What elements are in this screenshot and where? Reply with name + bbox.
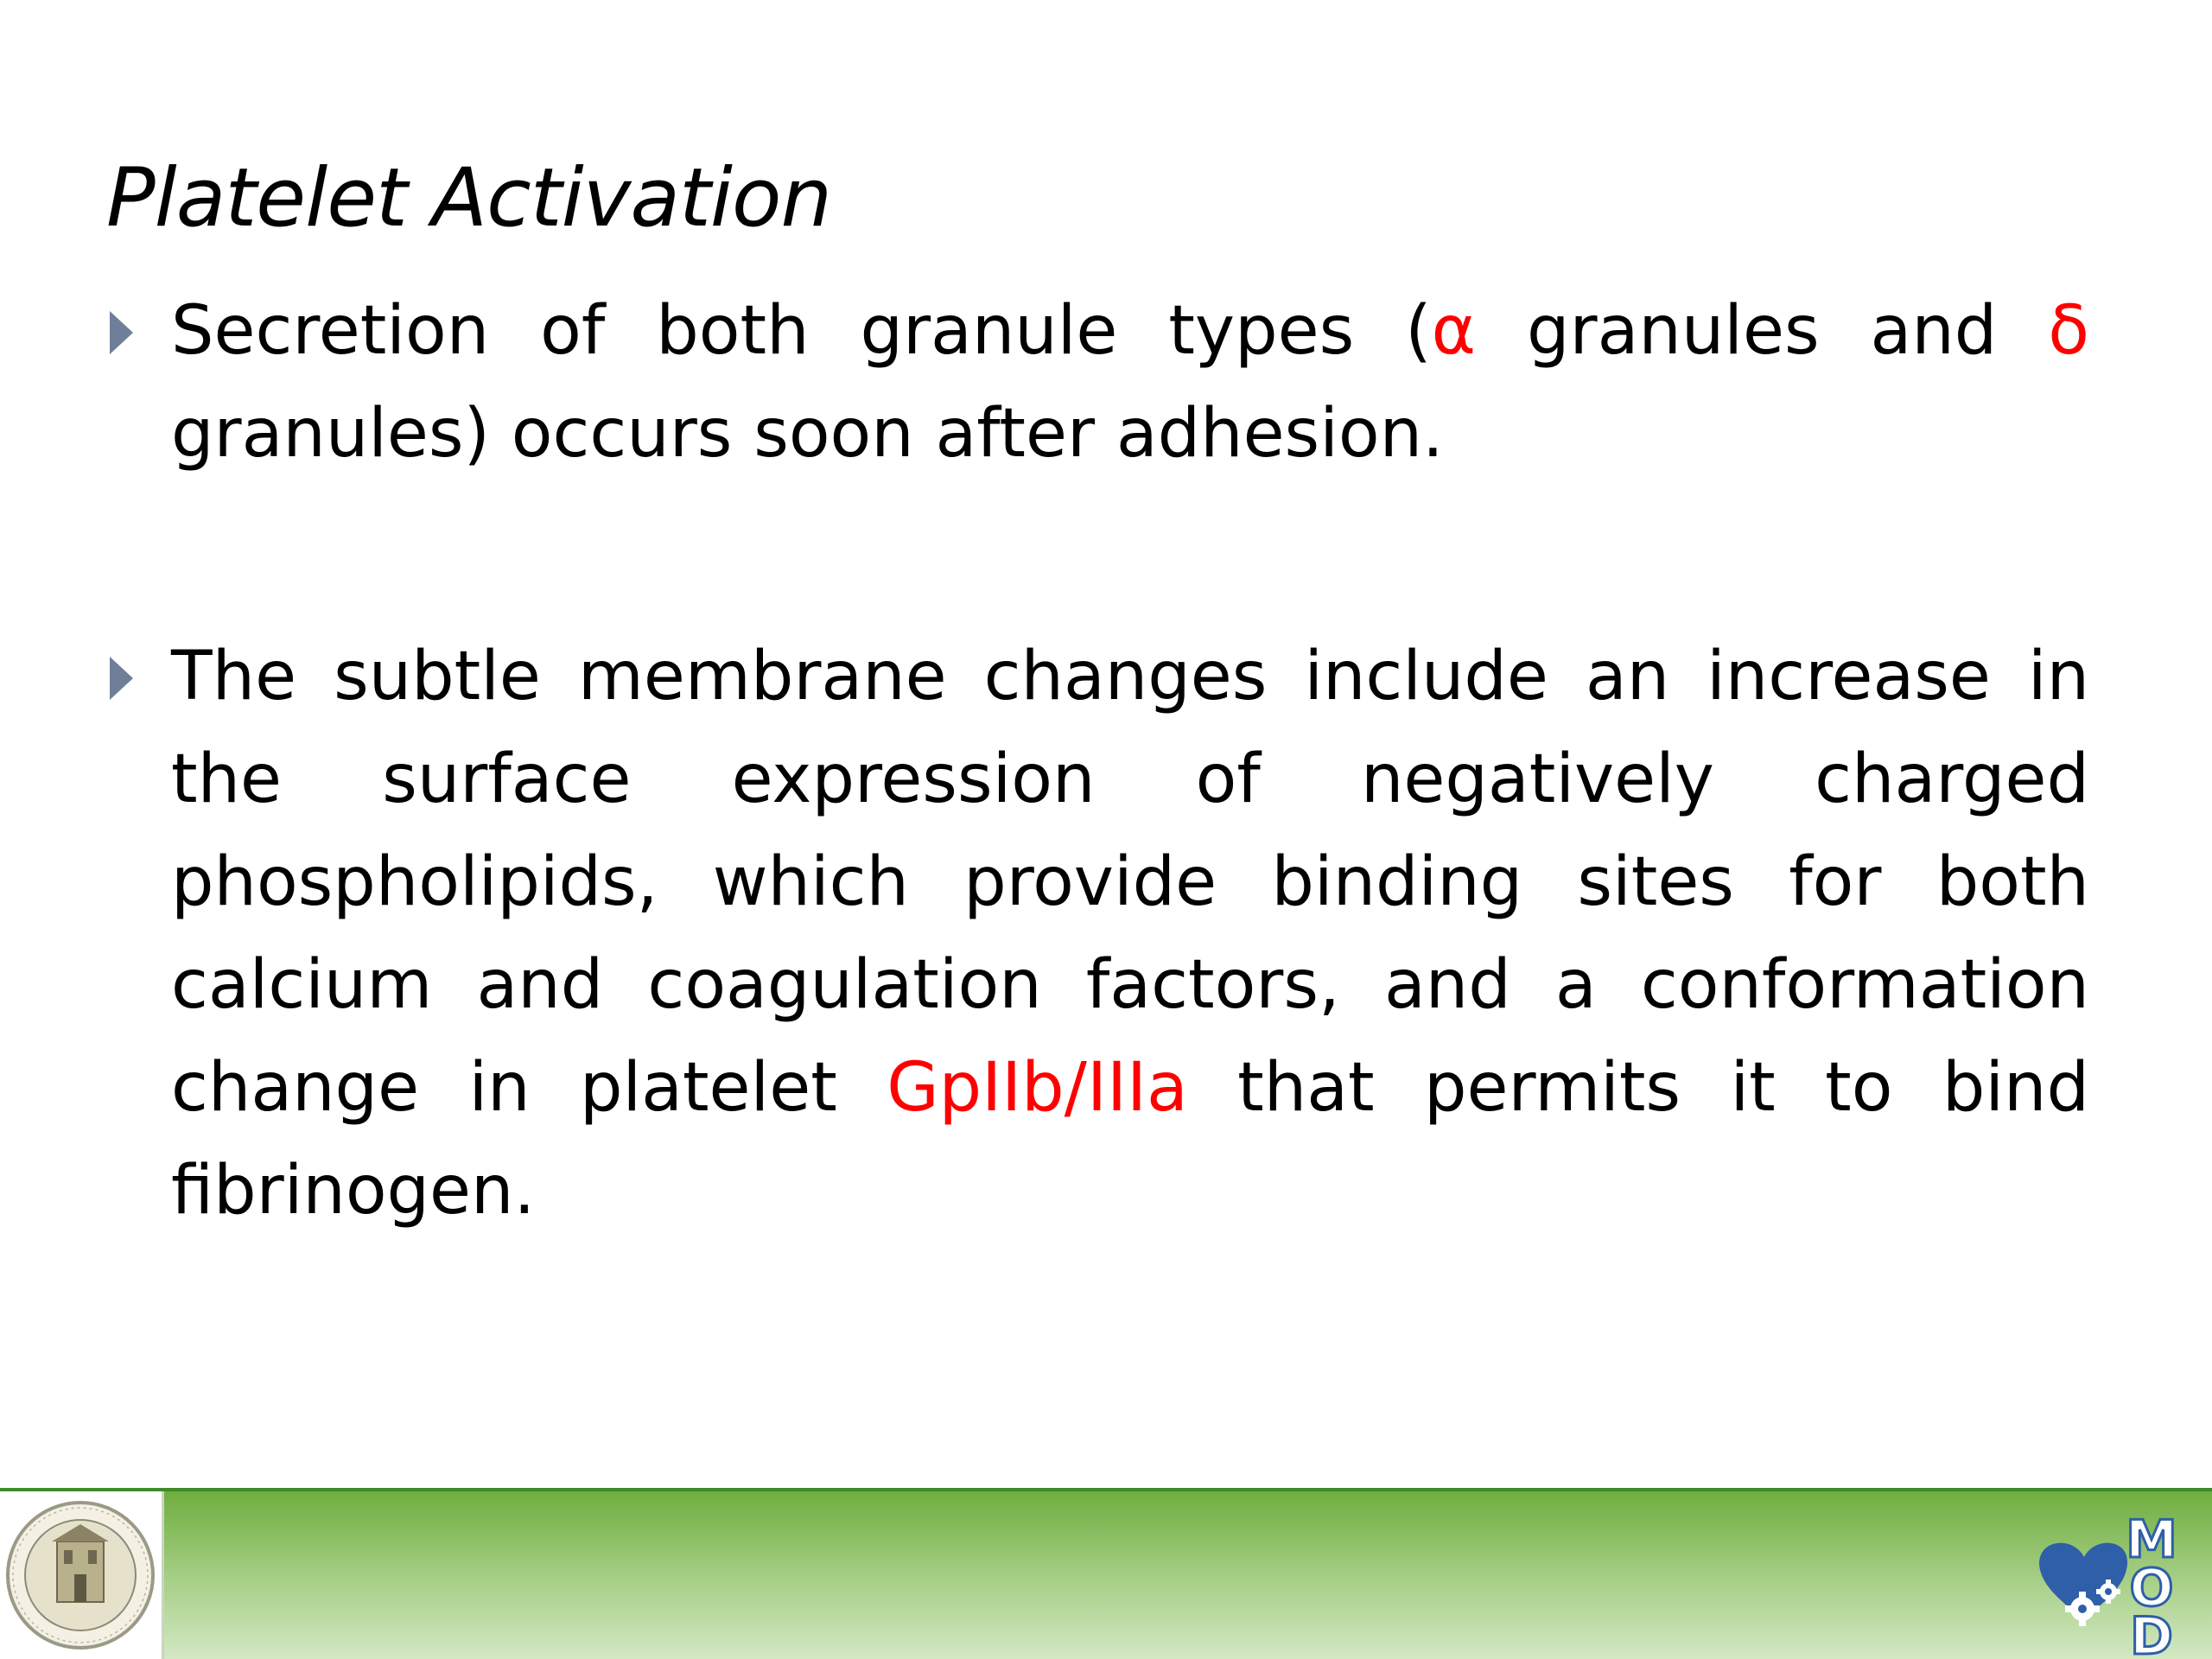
- delta-symbol: δ: [2048, 292, 2089, 370]
- bullet-text: granules and: [1476, 292, 2049, 370]
- mod-letter-d: D: [2130, 1606, 2173, 1657]
- alpha-symbol: α: [1431, 292, 1477, 370]
- seal-emblem-icon: [0, 1491, 162, 1659]
- footer-bar: [0, 1488, 2212, 1659]
- bullet-text: The subtle membrane changes include an increase in the surface expression of negatively charged phospholipids, which provide binding sites for both calcium and coagulation factors, and a conformation change in platelet: [171, 638, 2089, 1127]
- bullet-item-membrane-changes: [171, 626, 2089, 1243]
- university-seal-logo: [0, 1491, 164, 1659]
- bullet-text: Secretion of both granule types (: [171, 292, 1432, 370]
- bullet-arrow-icon: [110, 657, 133, 700]
- mod-logo-icon: [2022, 1512, 2195, 1657]
- mod-letter-o: O: [2129, 1558, 2174, 1618]
- mod-letter-m: M: [2126, 1512, 2177, 1570]
- bullet-text: granules) occurs soon after adhesion.: [171, 395, 1444, 473]
- slide-title: Platelet Activation: [106, 151, 832, 245]
- gpiib-iiia-highlight: GpIIb/IIIa: [887, 1049, 1188, 1127]
- bullet-text: that permits it to bind fibrinogen.: [171, 1049, 2089, 1230]
- bullet-item-granule-secretion: [171, 280, 2089, 486]
- bullet-arrow-icon: [110, 311, 133, 354]
